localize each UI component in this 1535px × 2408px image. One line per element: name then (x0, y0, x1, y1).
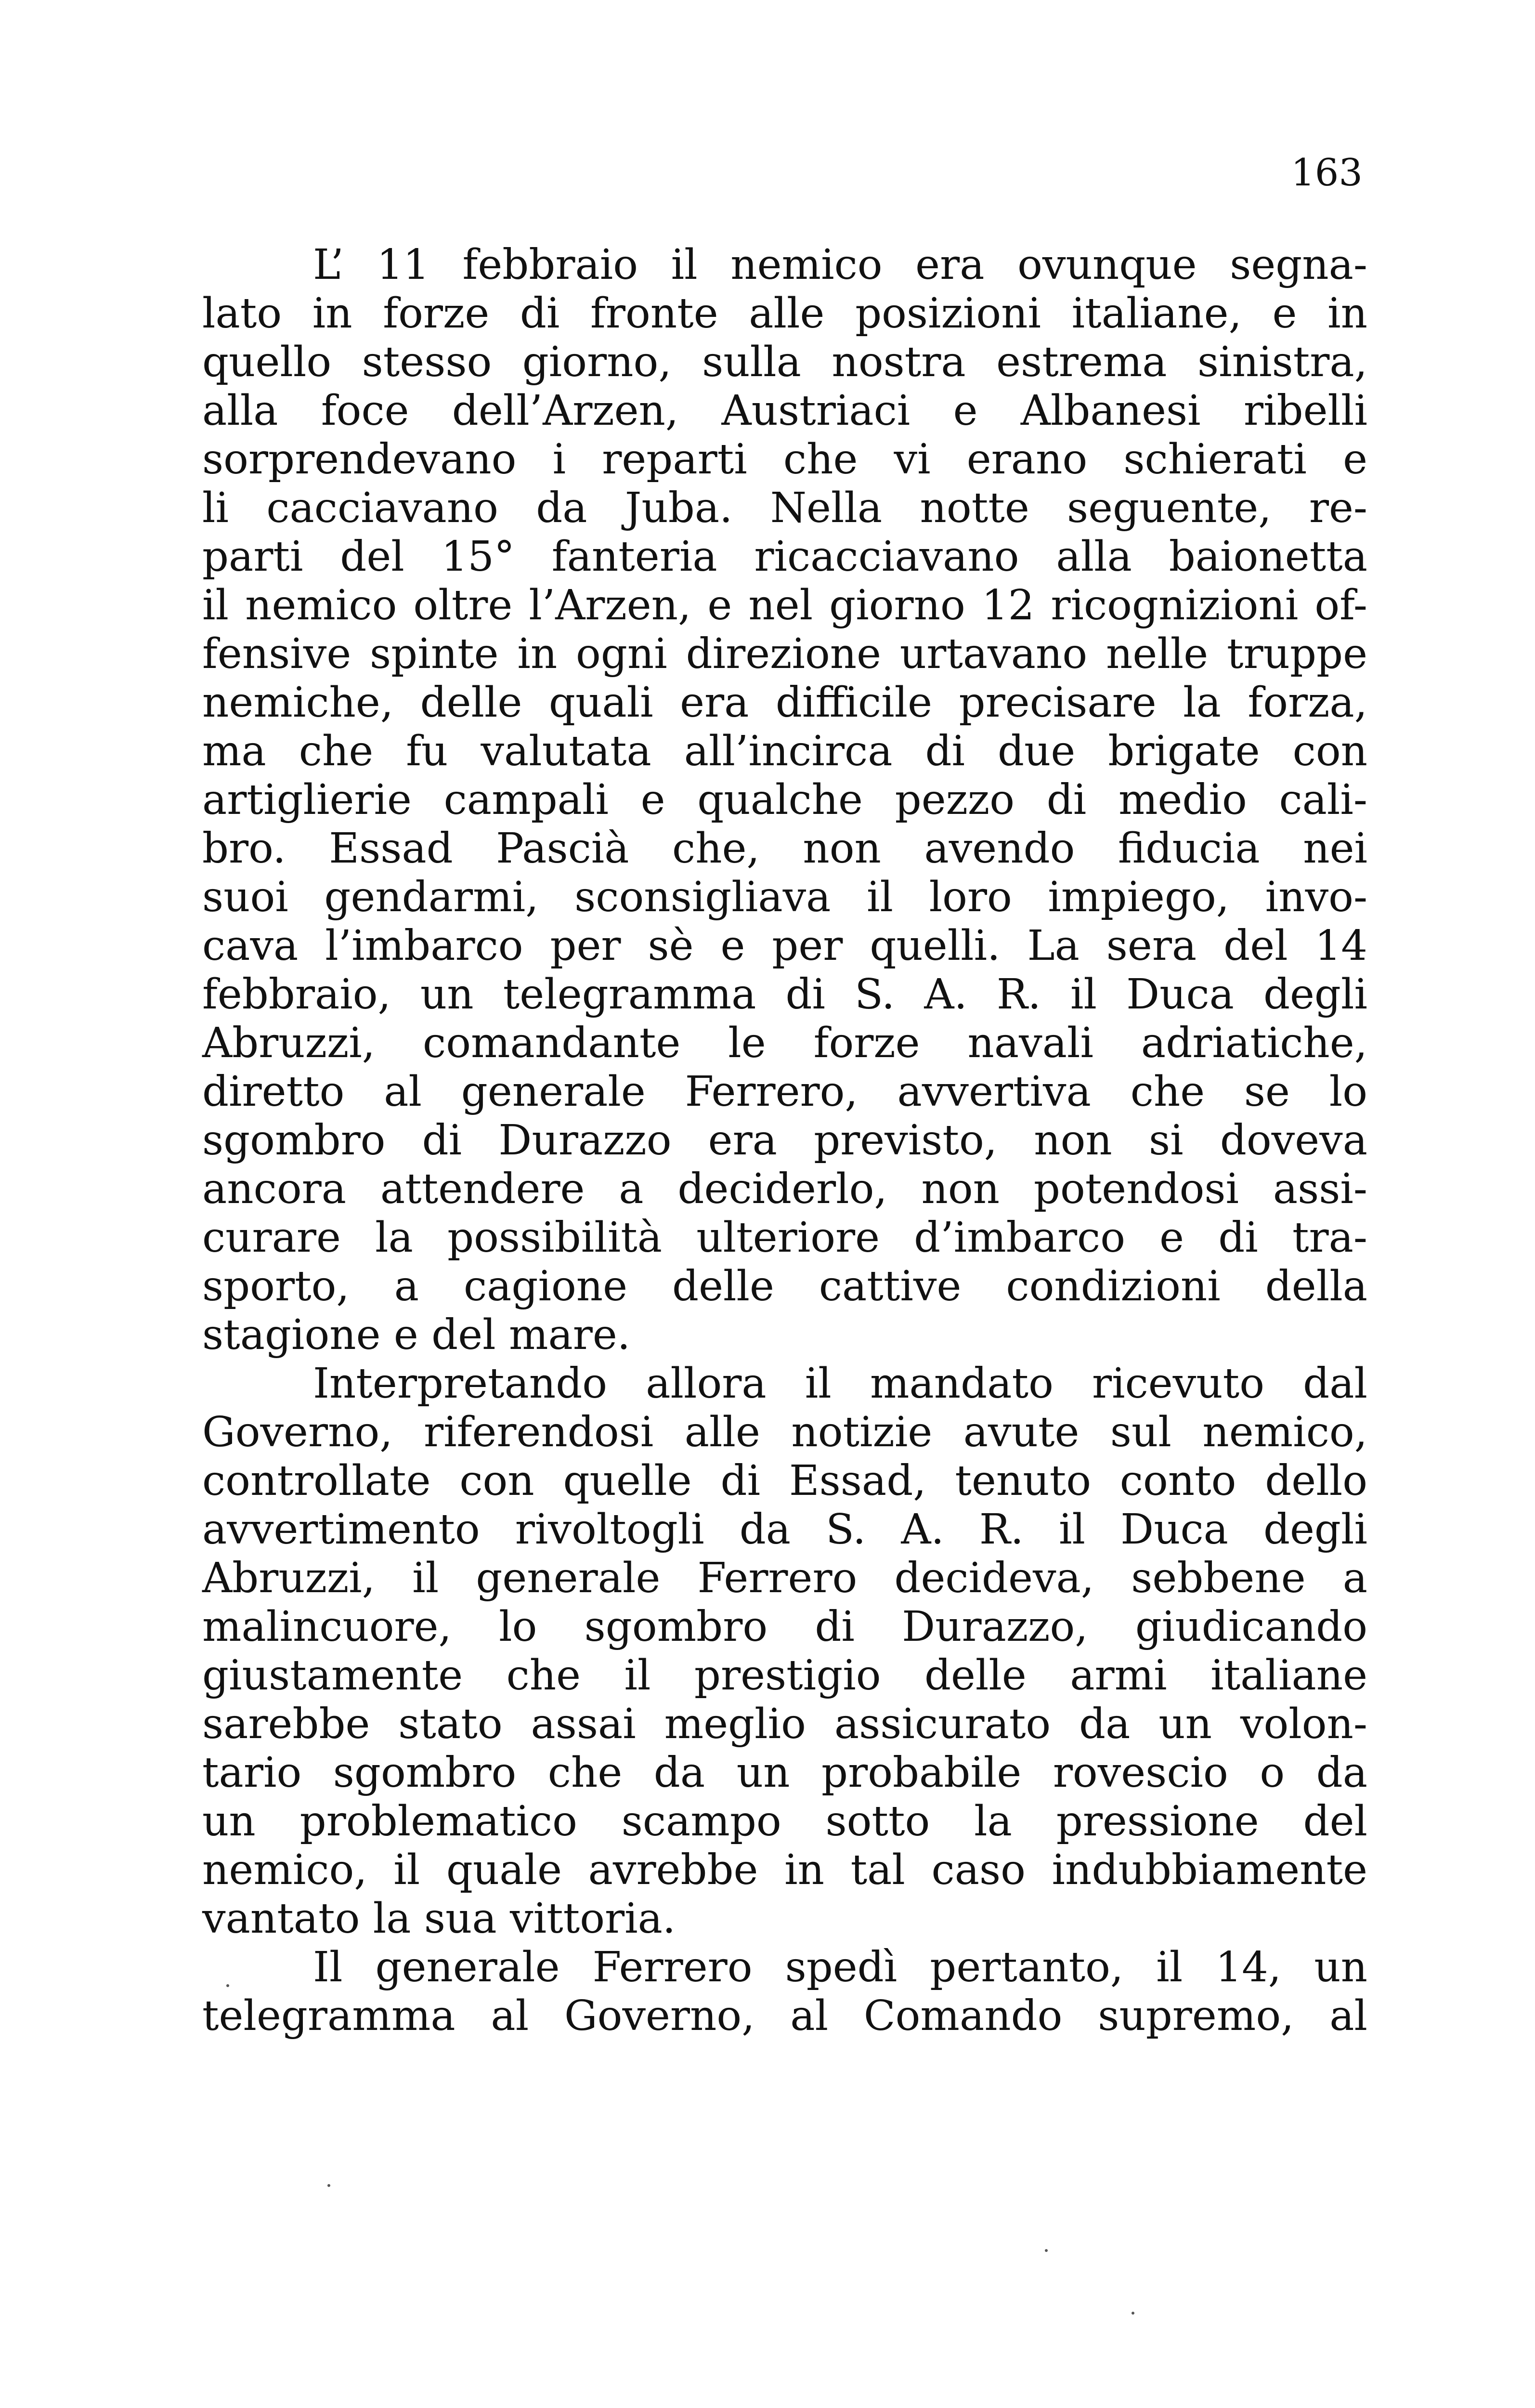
text-line: malincuore, lo sgombro di Durazzo, giudicando (202, 1603, 1367, 1651)
text-line: nemiche, delle quali era difficile precisare la forza, (202, 679, 1367, 727)
text-line: diretto al generale Ferrero, avvertiva che se lo (202, 1068, 1367, 1116)
text-line: vantato la sua vittoria. (202, 1895, 676, 1943)
text-line: L’ 11 febbraio il nemico era ovunque segna- (313, 241, 1367, 289)
paper-speck (1132, 2312, 1134, 2315)
page-number: 163 (1291, 151, 1363, 195)
text-line: Interpretando allora il mandato ricevuto dal (313, 1360, 1367, 1408)
text-line: il nemico oltre l’Arzen, e nel giorno 12 ricognizioni of- (202, 581, 1367, 629)
text-line: alla foce dell’Arzen, Austriaci e Albanesi ribelli (202, 387, 1367, 435)
paragraph-1 (202, 241, 1367, 1360)
text-line: fensive spinte in ogni direzione urtavano nelle truppe (202, 630, 1367, 678)
body-text (202, 241, 1367, 2041)
text-line: telegramma al Governo, al Comando supremo, al (202, 1992, 1367, 2040)
text-line: tario sgombro che da un probabile rovescio o da (202, 1749, 1367, 1797)
paragraph-2 (202, 1360, 1367, 1943)
text-line: Abruzzi, comandante le forze navali adriatiche, (202, 1019, 1367, 1067)
text-line: giustamente che il prestigio delle armi italiane (202, 1651, 1367, 1700)
paper-speck (1045, 2249, 1048, 2252)
text-line: controllate con quelle di Essad, tenuto conto dello (202, 1457, 1367, 1505)
text-line: bro. Essad Pascià che, non avendo fiducia nei (202, 824, 1367, 873)
text-line: cava l’imbarco per sè e per quelli. La sera del 14 (202, 922, 1367, 970)
paper-speck (226, 1984, 229, 1987)
text-line: Abruzzi, il generale Ferrero decideva, sebbene a (202, 1554, 1367, 1602)
text-line: ma che fu valutata all’incirca di due brigate con (202, 727, 1367, 775)
text-line: curare la possibilità ulteriore d’imbarco e di tra- (202, 1214, 1367, 1262)
text-line: avvertimento rivoltogli da S. A. R. il Duca degli (202, 1505, 1367, 1554)
paragraph-3 (202, 1943, 1367, 2041)
text-line: quello stesso giorno, sulla nostra estrema sinistra, (202, 338, 1367, 386)
text-line: parti del 15° fanteria ricacciavano alla baionetta (202, 533, 1367, 581)
text-line: stagione e del mare. (202, 1311, 631, 1359)
text-line: un problematico scampo sotto la pressione del (202, 1797, 1367, 1845)
text-line: sorprendevano i reparti che vi erano schierati e (202, 435, 1367, 484)
text-line: artiglierie campali e qualche pezzo di medio cali- (202, 776, 1367, 824)
text-line: nemico, il quale avrebbe in tal caso indubbiamente (202, 1846, 1367, 1894)
paper-speck (327, 2184, 330, 2187)
text-line: sgombro di Durazzo era previsto, non si doveva (202, 1116, 1367, 1165)
text-line: sporto, a cagione delle cattive condizioni della (202, 1262, 1367, 1310)
text-line: Il generale Ferrero spedì pertanto, il 14, un (313, 1943, 1367, 1991)
text-line: sarebbe stato assai meglio assicurato da un volon- (202, 1700, 1367, 1748)
text-line: Governo, riferendosi alle notizie avute sul nemico, (202, 1408, 1367, 1456)
text-line: suoi gendarmi, sconsigliava il loro impiego, invo- (202, 873, 1367, 921)
text-line: li cacciavano da Juba. Nella notte seguente, re- (202, 484, 1367, 532)
text-line: febbraio, un telegramma di S. A. R. il Duca degli (202, 970, 1367, 1019)
text-line: lato in forze di fronte alle posizioni italiane, e in (202, 289, 1367, 338)
text-line: ancora attendere a deciderlo, non potendosi assi- (202, 1165, 1367, 1213)
